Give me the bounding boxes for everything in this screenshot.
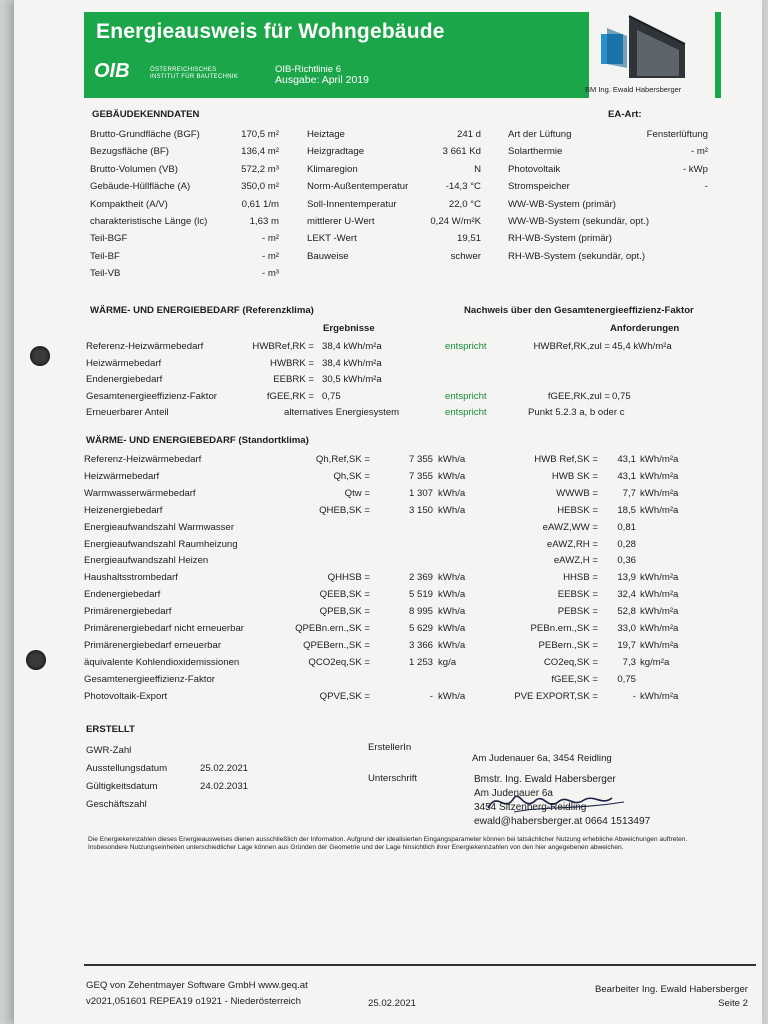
reference-symbol: EEBRK =: [273, 374, 314, 386]
requirement-value: Punkt 5.2.3 a, b oder c: [528, 407, 625, 419]
climate-value: 19,51: [456, 233, 481, 245]
system-value: -: [704, 181, 708, 193]
creator-address: Am Judenauer 6a, 3454 Reidling: [472, 753, 612, 764]
specific-symbol: HWB Ref,SK =: [534, 454, 598, 465]
site-label: Warmwasserwärmebedarf: [84, 487, 196, 499]
system-label: RH-WB-System (primär): [508, 233, 612, 245]
specific-value: 0,75: [617, 673, 636, 685]
site-value: 5 629: [408, 623, 433, 634]
building-label: Bezugsfläche (BF): [90, 146, 169, 158]
building-value: - m²: [261, 250, 279, 262]
climate-value: 3 661 Kd: [442, 146, 481, 158]
specific-unit: kWh/m²a: [640, 572, 679, 584]
site-label: Gesamtenergieeffizienz-Faktor: [84, 673, 215, 685]
reference-value: alternatives Energiesystem: [284, 407, 400, 419]
specific-symbol: EEBSK =: [557, 589, 598, 601]
building-value: - m³: [261, 268, 279, 280]
section-heading-reference: WÄRME- UND ENERGIEBEDARF (Referenzklima): [90, 305, 314, 316]
site-label: Referenz-Heizwärmebedarf: [84, 454, 202, 465]
footer-software: GEQ von Zehentmayer Software GmbH www.geq.at: [86, 980, 308, 991]
specific-value: 7,3: [622, 656, 636, 668]
requirements-label: Anforderungen: [610, 323, 680, 334]
site-unit: kWh/a: [438, 572, 466, 584]
specific-value: 0,81: [617, 521, 636, 533]
specific-unit: kWh/m²a: [640, 454, 679, 465]
specific-symbol: eAWZ,RH =: [546, 538, 598, 550]
site-label: Energieaufwandszahl Warmwasser: [84, 521, 235, 533]
specific-symbol: PEBn.ern.,SK =: [530, 623, 598, 634]
footer-date: 25.02.2021: [368, 998, 417, 1009]
proof-heading: Nachweis über den Gesamtenergieeffizienz-Faktor: [464, 305, 694, 316]
site-unit: kWh/a: [438, 606, 466, 618]
stamp-line: ewald@habersberger.at 0664 1513497: [474, 816, 651, 827]
specific-value: 43,1: [617, 470, 636, 482]
specific-value: 33,0: [617, 623, 636, 634]
requirement-symbol: HWBRef,RK,zul =: [533, 341, 610, 352]
specific-symbol: eAWZ,WW =: [542, 521, 598, 533]
requirement-value: 0,75: [612, 390, 631, 402]
site-symbol: Qh,Ref,SK =: [315, 454, 370, 465]
specific-value: 43,1: [617, 454, 636, 465]
punch-hole: [26, 650, 46, 670]
reference-label: Heizwärmebedarf: [86, 357, 162, 369]
specific-symbol: eAWZ,H =: [553, 555, 598, 567]
site-label: Primärenergiebedarf nicht erneuerbar: [84, 623, 244, 634]
stamp-line: Am Judenauer 6a: [474, 788, 553, 799]
building-label: Kompaktheit (A/V): [90, 198, 168, 210]
page-title: Energieausweis für Wohngebäude: [96, 20, 445, 43]
section-heading-building: GEBÄUDEKENNDATEN: [92, 109, 200, 120]
specific-symbol: CO2eq,SK =: [543, 656, 598, 668]
site-value: 7 355: [408, 470, 433, 482]
system-label: Art der Lüftung: [508, 129, 572, 140]
site-label: Energieaufwandszahl Raumheizung: [84, 538, 238, 550]
site-value: 5 519: [408, 589, 433, 601]
system-value: - kWp: [682, 163, 708, 175]
logo-caption: BM Ing. Ewald Habersberger: [585, 85, 682, 94]
climate-label: Heizgradtage: [307, 146, 365, 158]
building-value: 1,63 m: [249, 216, 279, 227]
company-logo: [581, 12, 721, 98]
climate-label: LEKT -Wert: [307, 233, 357, 245]
specific-unit: kWh/m²a: [640, 487, 679, 499]
system-value: - m²: [690, 146, 708, 158]
site-unit: kg/a: [438, 656, 457, 668]
building-label: charakteristische Länge (lc): [90, 216, 208, 227]
site-unit: kWh/a: [438, 690, 466, 702]
site-value: 3 366: [408, 639, 433, 651]
site-label: Photovoltaik-Export: [84, 690, 168, 702]
stamp-line: Bmstr. Ing. Ewald Habersberger: [474, 774, 616, 785]
site-label: Endenergiebedarf: [84, 589, 161, 601]
site-value: -: [429, 690, 433, 702]
specific-unit: kWh/m²a: [640, 623, 679, 634]
specific-value: 18,5: [617, 504, 636, 516]
reference-symbol: fGEE,RK =: [266, 390, 314, 402]
site-unit: kWh/a: [438, 470, 466, 482]
requirement-value: 45,4 kWh/m²a: [612, 341, 672, 352]
created-label: Geschäftszahl: [86, 799, 147, 810]
system-label: WW-WB-System (sekundär, opt.): [508, 216, 650, 227]
specific-value: 32,4: [617, 589, 636, 601]
climate-value: 22,0 °C: [448, 198, 481, 210]
reference-label: Gesamtenergieeffizienz-Faktor: [86, 390, 217, 402]
site-symbol: QHHSB =: [327, 572, 370, 584]
specific-value: 19,7: [617, 639, 636, 651]
reference-value: 0,75: [322, 390, 341, 402]
building-value: 136,4 m²: [241, 146, 279, 158]
compliance-status: entspricht: [445, 390, 487, 402]
site-value: 3 150: [408, 504, 433, 516]
specific-unit: kWh/m²a: [640, 606, 679, 618]
specific-value: -: [632, 690, 636, 702]
site-symbol: QCO2eq,SK =: [308, 656, 370, 668]
site-label: Haushaltsstrombedarf: [84, 572, 178, 584]
site-symbol: Qh,SK =: [333, 470, 370, 482]
climate-label: Soll-Innentemperatur: [307, 198, 397, 210]
specific-symbol: HWB SK =: [551, 470, 598, 482]
climate-label: Bauweise: [307, 250, 349, 262]
reference-value: 38,4 kWh/m²a: [322, 341, 382, 352]
building-value: 170,5 m²: [241, 129, 279, 140]
site-unit: kWh/a: [438, 623, 466, 634]
building-label: Teil-BGF: [90, 233, 128, 245]
site-value: 1 307: [408, 487, 433, 499]
system-label: RH-WB-System (sekundär, opt.): [508, 250, 646, 262]
system-label: Photovoltaik: [508, 163, 561, 175]
specific-symbol: PEBern.,SK =: [538, 639, 598, 651]
footer-editor: Bearbeiter Ing. Ewald Habersberger: [594, 984, 748, 995]
climate-value: N: [474, 163, 481, 175]
building-label: Gebäude-Hüllfläche (A): [90, 181, 191, 193]
site-label: Heizenergiebedarf: [84, 504, 163, 516]
creator-label: ErstellerIn: [368, 742, 412, 753]
specific-value: 0,28: [617, 538, 636, 550]
guideline: OIB-Richtlinie 6: [275, 64, 341, 75]
handwritten-signature: [484, 788, 634, 816]
site-unit: kWh/a: [438, 504, 466, 516]
climate-label: Klimaregion: [307, 163, 358, 175]
climate-value: 0,24 W/m²K: [430, 216, 481, 227]
created-label: Ausstellungsdatum: [86, 763, 168, 774]
oib-institute: ÖSTERREICHISCHES INSTITUT FÜR BAUTECHNIK: [150, 67, 239, 80]
section-heading-created: ERSTELLT: [86, 724, 135, 735]
site-label: Heizwärmebedarf: [84, 470, 160, 482]
site-symbol: Qtw =: [344, 487, 370, 499]
site-symbol: QPEB,SK =: [319, 606, 370, 618]
system-value: Fensterlüftung: [646, 129, 708, 140]
specific-symbol: fGEE,SK =: [551, 673, 598, 685]
site-value: 7 355: [408, 454, 433, 465]
specific-value: 13,9: [617, 572, 636, 584]
site-value: 2 369: [408, 572, 433, 584]
site-label: Primärenergiebedarf: [84, 606, 172, 618]
specific-value: 7,7: [622, 487, 636, 499]
reference-label: Endenergiebedarf: [86, 374, 163, 386]
site-label: Primärenergiebedarf erneuerbar: [84, 639, 222, 651]
ea-art-label: EA-Art:: [608, 109, 642, 120]
specific-unit: kWh/m²a: [640, 504, 679, 516]
site-symbol: QHEB,SK =: [319, 504, 370, 516]
site-unit: kWh/a: [438, 454, 466, 465]
site-unit: kWh/a: [438, 639, 466, 651]
reference-symbol: HWBRK =: [270, 357, 314, 369]
site-symbol: QPVE,SK =: [319, 690, 370, 702]
climate-value: schwer: [450, 250, 481, 262]
specific-unit: kg/m²a: [640, 656, 670, 668]
edition: Ausgabe: April 2019: [275, 74, 369, 86]
created-label: Gültigkeitsdatum: [86, 781, 158, 792]
climate-label: Norm-Außentemperatur: [307, 181, 409, 193]
certificate-header: [84, 12, 589, 98]
results-label: Ergebnisse: [323, 323, 375, 334]
site-label: Energieaufwandszahl Heizen: [84, 555, 209, 567]
created-label: GWR-Zahl: [86, 745, 132, 756]
specific-unit: kWh/m²a: [640, 639, 679, 651]
specific-unit: kWh/m²a: [640, 690, 679, 702]
site-unit: kWh/a: [438, 487, 466, 499]
climate-value: 241 d: [456, 129, 481, 140]
building-value: 572,2 m³: [241, 163, 279, 175]
specific-unit: kWh/m²a: [640, 470, 679, 482]
disclaimer-text: Die Energiekennzahlen dieses Energieausweises dienen ausschließlich der Information. Aufgrund der idealisierten Eingangsparameter können bei tatsächlicher Nutzung erhebliche Abweichungen auftreten. Insbesondere Nutzungseinheiten unterschiedlicher Lage können aus Gründen der Geometrie und der Lage hinsichtlich ihrer Energiekennzahlen von den hier angegebenen abweichen.: [88, 836, 688, 851]
building-label: Teil-VB: [90, 268, 121, 280]
site-symbol: QPEBern.,SK =: [303, 639, 370, 651]
building-value: 0,61 1/m: [241, 198, 279, 210]
footer-page-number: Seite 2: [718, 998, 748, 1009]
specific-value: 52,8: [617, 606, 636, 618]
punch-hole: [30, 346, 50, 366]
building-label: Teil-BF: [90, 250, 120, 262]
oib-logo: OIB: [94, 60, 130, 82]
system-label: Solarthermie: [508, 146, 563, 158]
compliance-status: entspricht: [445, 407, 487, 419]
site-value: 1 253: [408, 656, 433, 668]
specific-value: 0,36: [617, 555, 636, 567]
created-value: 24.02.2031: [200, 781, 249, 792]
specific-symbol: PVE EXPORT,SK =: [514, 690, 598, 702]
site-unit: kWh/a: [438, 589, 466, 601]
climate-value: -14,3 °C: [445, 181, 481, 193]
specific-symbol: HEBSK =: [557, 504, 598, 516]
section-heading-site: WÄRME- UND ENERGIEBEDARF (Standortklima): [86, 435, 309, 446]
building-label: Brutto-Grundfläche (BGF): [90, 129, 200, 140]
guideline-info: [275, 64, 369, 86]
specific-unit: kWh/m²a: [640, 589, 679, 601]
climate-label: mittlerer U-Wert: [307, 216, 375, 227]
specific-symbol: HHSB =: [563, 572, 598, 584]
stamp-line: 3454 Sitzenberg-Reidling: [474, 802, 587, 813]
building-value: 350,0 m²: [241, 181, 279, 193]
reference-value: 30,5 kWh/m²a: [322, 374, 382, 386]
system-label: WW-WB-System (primär): [508, 198, 617, 210]
system-label: Stromspeicher: [508, 181, 570, 193]
site-symbol: QEEB,SK =: [319, 589, 370, 601]
building-label: Brutto-Volumen (VB): [90, 163, 178, 175]
compliance-status: entspricht: [445, 341, 487, 352]
reference-value: 38,4 kWh/m²a: [322, 357, 382, 369]
reference-symbol: HWBRef,RK =: [252, 341, 314, 352]
requirement-symbol: fGEE,RK,zul =: [547, 390, 610, 402]
created-value: 25.02.2021: [200, 763, 249, 774]
site-value: 8 995: [408, 606, 433, 618]
climate-label: Heiztage: [307, 129, 345, 140]
site-symbol: QPEBn.ern.,SK =: [295, 623, 370, 634]
reference-label: Referenz-Heizwärmebedarf: [86, 341, 204, 352]
footer-version: v2021,051601 REPEA19 o1921 - Niederösterreich: [86, 996, 301, 1007]
signature-label: Unterschrift: [368, 773, 418, 784]
footer-divider: [84, 964, 756, 966]
site-label: äquivalente Kohlendioxidemissionen: [84, 656, 240, 668]
building-value: - m²: [261, 233, 279, 245]
specific-symbol: PEBSK =: [557, 606, 598, 618]
energy-certificate-page: [14, 0, 762, 1024]
reference-label: Erneuerbarer Anteil: [86, 407, 169, 419]
specific-symbol: WWWB =: [556, 487, 598, 499]
building-logo-icon: [581, 12, 715, 82]
